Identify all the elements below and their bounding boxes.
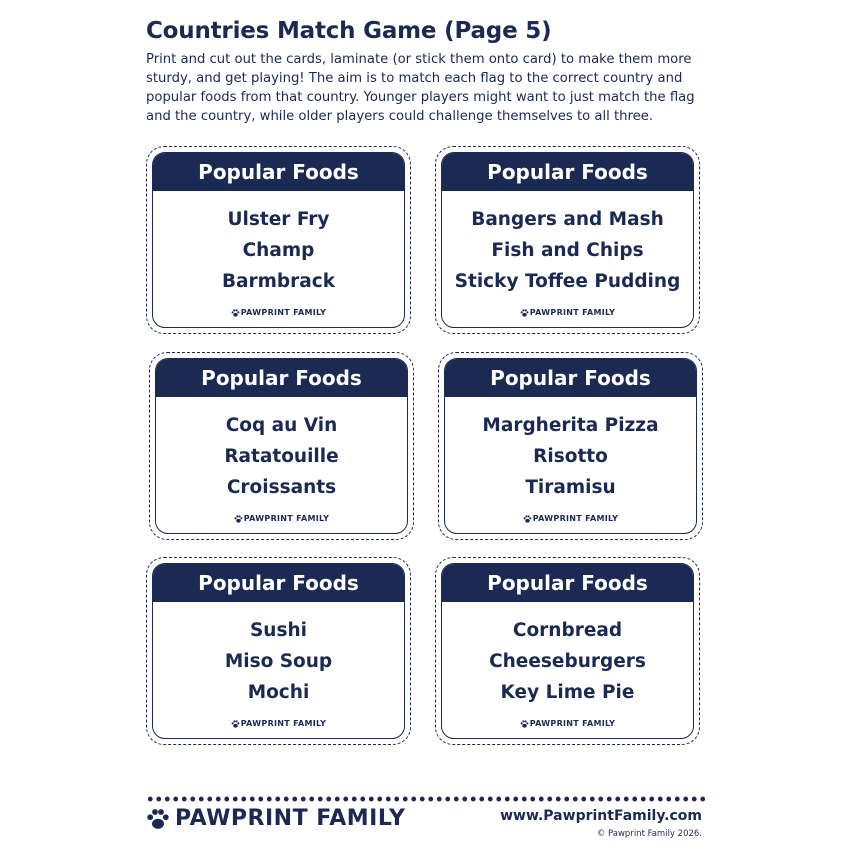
card-header: Popular Foods [153,153,404,191]
food-item: Cornbread [512,620,623,641]
food-card-3 [149,352,414,540]
food-list [156,397,407,503]
card-logo-text: PAWPRINT FAMILY [529,308,616,317]
card-header: Popular Foods [156,359,407,397]
card-logo-text: PAWPRINT FAMILY [243,514,330,523]
food-item: Cheeseburgers [489,651,646,672]
food-item: Margherita Pizza [482,415,659,436]
website-link[interactable]: www.PawprintFamily.com [500,808,702,824]
card-logo-text: PAWPRINT FAMILY [529,719,616,728]
card-logo [156,514,407,523]
card-body [152,152,405,328]
paw-print-icon [231,309,240,317]
food-card-4 [438,352,703,540]
food-item: Mochi [247,682,310,703]
food-card-5 [146,557,411,745]
food-item: Miso Soup [224,651,333,672]
card-header: Popular Foods [442,153,693,191]
food-item: Champ [242,240,315,261]
food-item: Sticky Toffee Pudding [454,271,681,292]
food-item: Sushi [249,620,308,641]
page-title: Countries Match Game (Page 5) [146,18,552,44]
dotted-divider [146,796,706,802]
food-item: Bangers and Mash [471,209,664,230]
food-list [442,602,693,708]
food-item: Ulster Fry [227,209,330,230]
food-item: Key Lime Pie [500,682,635,703]
paw-print-icon [520,720,529,728]
paw-print-icon [523,515,532,523]
card-logo-text: PAWPRINT FAMILY [240,719,327,728]
paw-print-icon [146,808,170,830]
food-item: Tiramisu [525,477,616,498]
card-logo-text: PAWPRINT FAMILY [532,514,619,523]
footer-brand-text: PAWPRINT FAMILY [175,806,406,831]
food-item: Croissants [226,477,337,498]
card-header: Popular Foods [445,359,696,397]
food-list [153,602,404,708]
footer-brand [146,806,405,831]
paw-print-icon [234,515,243,523]
food-card-1 [146,146,411,334]
card-body [444,358,697,534]
card-logo [445,514,696,523]
card-logo [153,719,404,728]
food-card-6 [435,557,700,745]
food-list [442,191,693,297]
copyright-text: © Pawprint Family 2026. [596,829,702,839]
card-logo-text: PAWPRINT FAMILY [240,308,327,317]
food-card-2 [435,146,700,334]
card-logo [153,308,404,317]
card-logo [442,308,693,317]
card-body [441,152,694,328]
card-body [155,358,408,534]
food-item: Ratatouille [224,446,339,467]
food-item: Risotto [533,446,608,467]
card-logo [442,719,693,728]
instructions-text: Print and cut out the cards, laminate (or stick them onto card) to make them more sturdy, and get playing! The aim is to match each flag to the correct country and popular foods from that country. Younger players might want to just match the flag and the country, while older players could challenge themselves to all three. [146,52,695,124]
food-list [153,191,404,297]
paw-print-icon [520,309,529,317]
card-body [441,563,694,739]
card-body [152,563,405,739]
paw-print-icon [231,720,240,728]
food-item: Barmbrack [221,271,336,292]
food-item: Coq au Vin [225,415,338,436]
card-header: Popular Foods [442,564,693,602]
food-list [445,397,696,503]
food-item: Fish and Chips [491,240,644,261]
card-header: Popular Foods [153,564,404,602]
